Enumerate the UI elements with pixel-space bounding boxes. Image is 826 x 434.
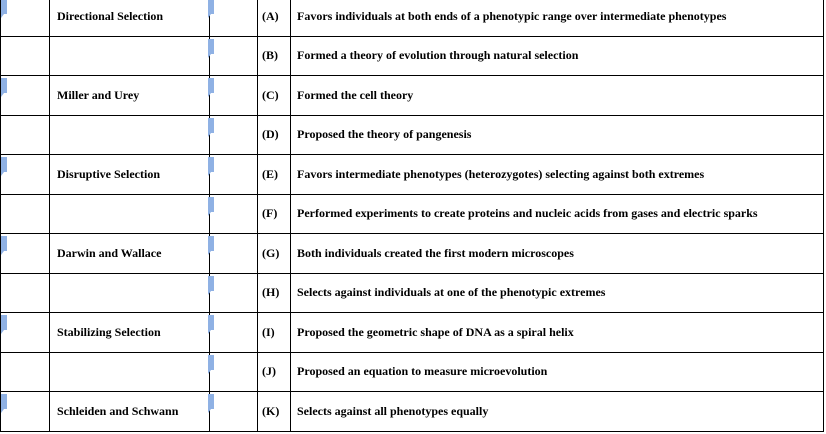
answer-cell[interactable] xyxy=(1,234,50,274)
option-description: Proposed the geometric shape of DNA as a spiral helix xyxy=(291,313,824,353)
option-letter: (C) xyxy=(258,76,291,116)
term-cell xyxy=(50,194,210,234)
answer-cell[interactable] xyxy=(210,234,258,274)
term-cell: Disruptive Selection xyxy=(50,155,210,195)
answer-cell[interactable] xyxy=(210,313,258,353)
option-description: Favors individuals at both ends of a phenotypic range over intermediate phenotypes xyxy=(291,0,824,36)
answer-cell[interactable] xyxy=(210,273,258,313)
table-row xyxy=(1,234,824,274)
table-row xyxy=(1,392,824,432)
term-cell xyxy=(50,36,210,76)
answer-cell xyxy=(1,273,50,313)
term-cell: Miller and Urey xyxy=(50,76,210,116)
answer-cell[interactable] xyxy=(210,115,258,155)
answer-drop-marker-icon xyxy=(1,394,7,409)
answer-drop-marker-icon xyxy=(208,355,214,370)
term-cell: Darwin and Wallace xyxy=(50,234,210,274)
answer-drop-marker-icon xyxy=(1,236,7,251)
table-row xyxy=(1,0,824,36)
answer-cell xyxy=(1,352,50,392)
answer-drop-marker-icon xyxy=(208,118,214,133)
answer-cell[interactable] xyxy=(210,352,258,392)
option-letter: (A) xyxy=(258,0,291,36)
answer-cell xyxy=(1,115,50,155)
table-row xyxy=(1,313,824,353)
term-cell: Schleiden and Schwann xyxy=(50,392,210,432)
table-row xyxy=(1,115,824,155)
answer-cell xyxy=(1,194,50,234)
answer-drop-marker-icon xyxy=(208,0,214,14)
answer-drop-marker-icon xyxy=(208,236,214,251)
answer-cell[interactable] xyxy=(210,36,258,76)
option-description: Both individuals created the first modern microscopes xyxy=(291,234,824,274)
table-row xyxy=(1,194,824,234)
answer-cell[interactable] xyxy=(210,155,258,195)
table-row xyxy=(1,155,824,195)
answer-cell[interactable] xyxy=(1,313,50,353)
answer-cell xyxy=(1,36,50,76)
answer-drop-marker-icon xyxy=(208,394,214,409)
term-cell: Directional Selection xyxy=(50,0,210,36)
answer-drop-marker-icon xyxy=(208,39,214,54)
answer-cell[interactable] xyxy=(1,392,50,432)
table-row xyxy=(1,76,824,116)
term-cell: Stabilizing Selection xyxy=(50,313,210,353)
answer-drop-marker-icon xyxy=(208,78,214,93)
option-description: Proposed the theory of pangenesis xyxy=(291,115,824,155)
term-cell xyxy=(50,115,210,155)
option-description: Proposed an equation to measure microevolution xyxy=(291,352,824,392)
answer-drop-marker-icon xyxy=(1,315,7,330)
option-letter: (J) xyxy=(258,352,291,392)
answer-cell[interactable] xyxy=(1,76,50,116)
option-description: Formed a theory of evolution through natural selection xyxy=(291,36,824,76)
answer-cell[interactable] xyxy=(210,0,258,36)
answer-drop-marker-icon xyxy=(208,197,214,212)
option-description: Selects against individuals at one of the phenotypic extremes xyxy=(291,273,824,313)
option-letter: (D) xyxy=(258,115,291,155)
option-letter: (H) xyxy=(258,273,291,313)
answer-cell[interactable] xyxy=(1,0,50,36)
option-description: Formed the cell theory xyxy=(291,76,824,116)
option-letter: (F) xyxy=(258,194,291,234)
answer-cell[interactable] xyxy=(210,392,258,432)
option-description: Favors intermediate phenotypes (heterozygotes) selecting against both extremes xyxy=(291,155,824,195)
option-letter: (I) xyxy=(258,313,291,353)
answer-drop-marker-icon xyxy=(208,157,214,172)
option-description: Performed experiments to create proteins and nucleic acids from gases and electric sparks xyxy=(291,194,824,234)
table-row xyxy=(1,36,824,76)
answer-cell[interactable] xyxy=(210,194,258,234)
answer-drop-marker-icon xyxy=(208,276,214,291)
table-row xyxy=(1,273,824,313)
answer-drop-marker-icon xyxy=(208,315,214,330)
option-letter: (E) xyxy=(258,155,291,195)
option-letter: (B) xyxy=(258,36,291,76)
answer-cell[interactable] xyxy=(210,76,258,116)
option-letter: (G) xyxy=(258,234,291,274)
matching-table-body xyxy=(1,0,824,431)
table-row xyxy=(1,352,824,392)
term-cell xyxy=(50,352,210,392)
answer-drop-marker-icon xyxy=(1,78,7,93)
answer-cell[interactable] xyxy=(1,155,50,195)
term-cell xyxy=(50,273,210,313)
option-description: Selects against all phenotypes equally xyxy=(291,392,824,432)
option-letter: (K) xyxy=(258,392,291,432)
answer-drop-marker-icon xyxy=(1,0,7,14)
answer-drop-marker-icon xyxy=(1,157,7,172)
